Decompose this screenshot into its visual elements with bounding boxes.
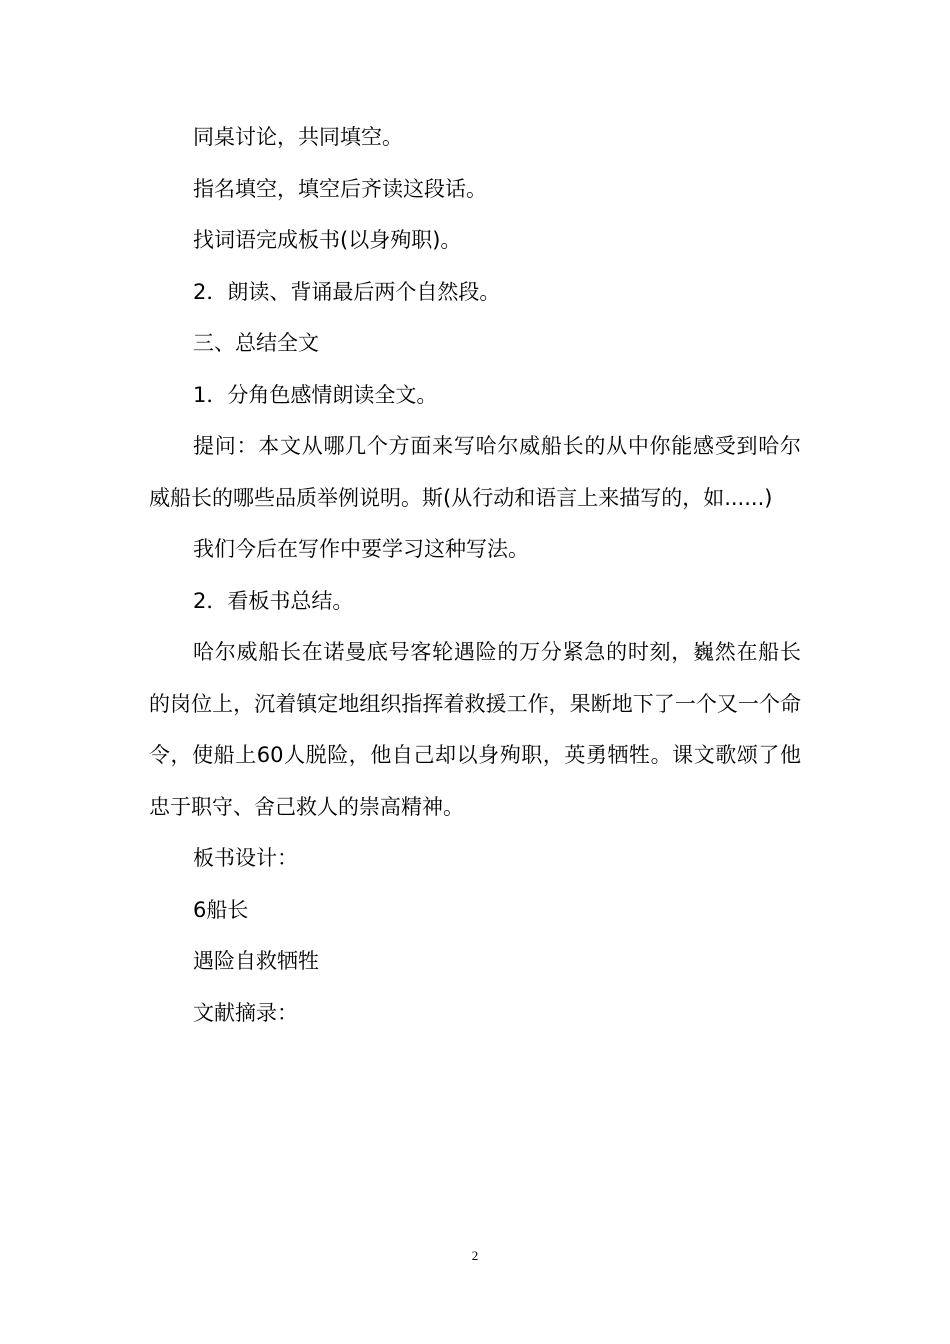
paragraph-references-heading: 文献摘录： [193, 1000, 298, 1025]
paragraph-board-title: 6船长 [193, 897, 249, 922]
page-number: 2 [471, 1248, 479, 1263]
paragraph-board-keywords: 遇险自救牺牲 [193, 949, 319, 973]
paragraph-board-words: 找词语完成板书(以身殉职)。 [193, 228, 462, 252]
paragraph-fill-blank: 指名填空，填空后齐读这段话。 [193, 176, 487, 201]
section-heading-summary: 三、总结全文 [193, 331, 319, 355]
paragraph-board-summary: 2．看板书总结。 [193, 588, 354, 613]
paragraph-recite: 2．朗读、背诵最后两个自然段。 [193, 279, 501, 304]
paragraph-captain-summary: 哈尔威船长在诺曼底号客轮遇险的万分紧急的时刻，巍然在船长的岗位上，沉着镇定地组织指挥着救援工作，果断地下了一个又一个命令，使船上60人脱险，他自己却以身殉职，英勇牺牲。课文歌颂了他忠于职守、舍己救人的崇高精神。 [149, 640, 801, 819]
paragraph-question: 提问：本文从哪几个方面来写哈尔威船长的从中你能感受到哈尔威船长的哪些品质举例说明。斯(从行动和语言上来描写的，如......) [149, 434, 801, 510]
paragraph-discussion: 同桌讨论，共同填空。 [193, 125, 403, 149]
paragraph-writing-method: 我们今后在写作中要学习这种写法。 [193, 537, 529, 561]
paragraph-board-design-heading: 板书设计： [193, 846, 298, 870]
document-body [149, 112, 801, 1039]
paragraph-role-reading: 1．分角色感情朗读全文。 [193, 382, 438, 407]
